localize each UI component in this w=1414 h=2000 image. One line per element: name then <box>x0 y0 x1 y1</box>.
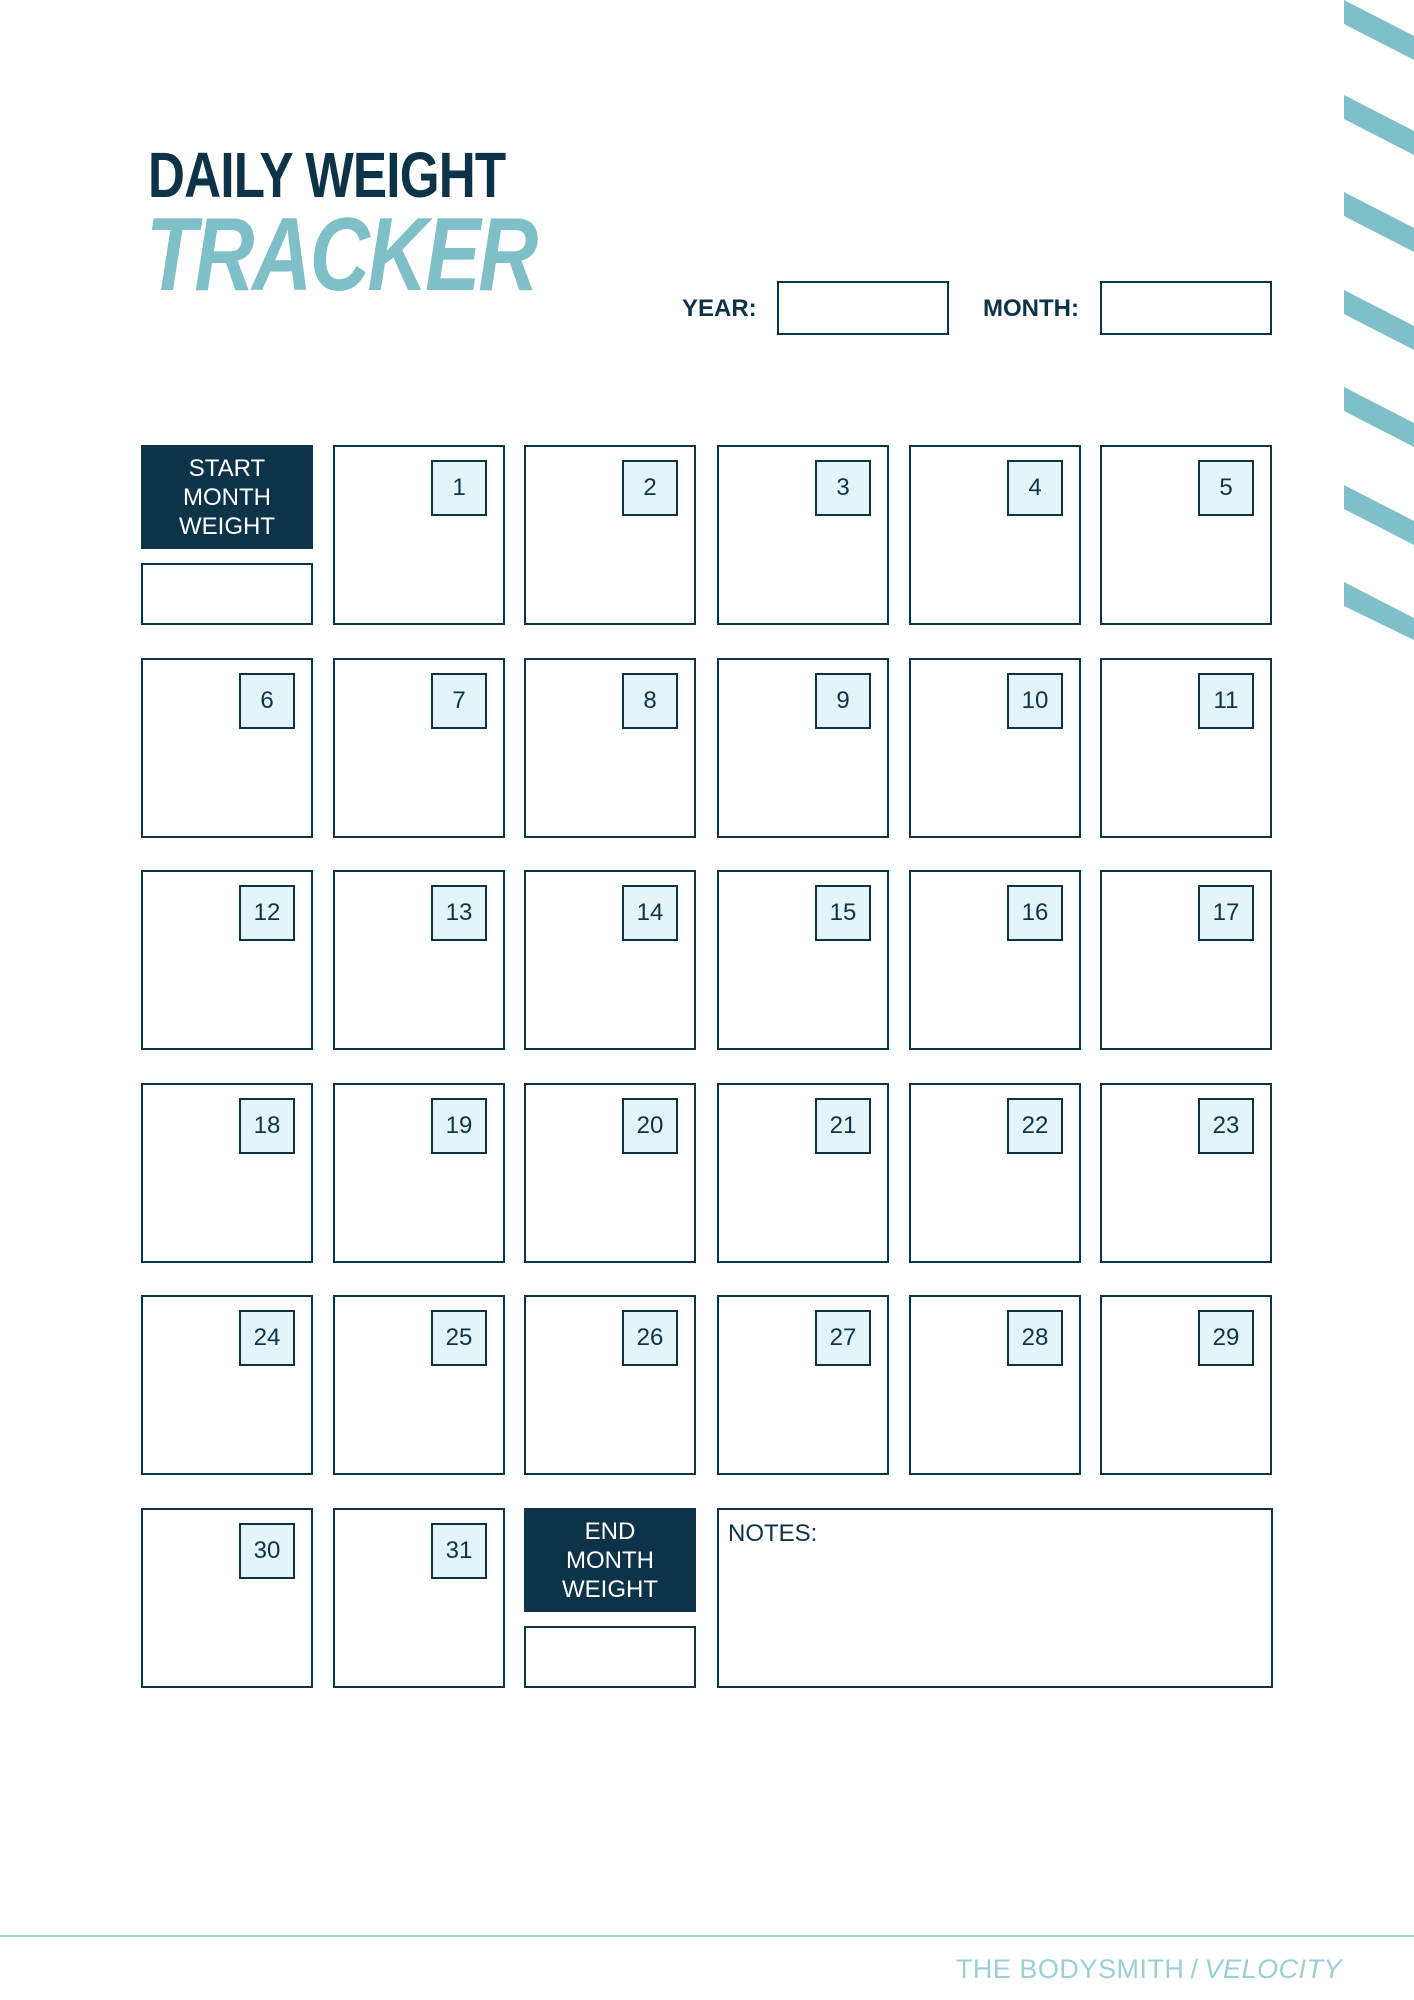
footer-separator: / <box>1190 1954 1199 1984</box>
day-cell[interactable] <box>524 658 696 838</box>
day-number: 9 <box>815 673 871 729</box>
day-number: 29 <box>1198 1310 1254 1366</box>
day-number: 27 <box>815 1310 871 1366</box>
day-number: 6 <box>239 673 295 729</box>
day-cell[interactable] <box>333 870 505 1050</box>
day-number: 15 <box>815 885 871 941</box>
day-cell[interactable] <box>333 658 505 838</box>
day-cell[interactable] <box>333 1508 505 1688</box>
day-number: 18 <box>239 1098 295 1154</box>
day-cell[interactable] <box>524 1295 696 1475</box>
end-month-weight-field[interactable] <box>524 1626 696 1688</box>
day-number: 13 <box>431 885 487 941</box>
day-cell[interactable] <box>1100 445 1272 625</box>
year-field[interactable] <box>777 281 949 335</box>
day-number: 8 <box>622 673 678 729</box>
footer-brand <box>956 1954 1342 1985</box>
day-number: 23 <box>1198 1098 1254 1154</box>
day-cell[interactable] <box>524 870 696 1050</box>
day-cell[interactable] <box>909 658 1081 838</box>
month-label: MONTH: <box>983 295 1079 322</box>
day-cell[interactable] <box>717 1083 889 1263</box>
day-number: 10 <box>1007 673 1063 729</box>
day-cell[interactable] <box>909 870 1081 1050</box>
day-number: 30 <box>239 1523 295 1579</box>
day-cell[interactable] <box>909 445 1081 625</box>
day-number: 12 <box>239 885 295 941</box>
day-cell[interactable] <box>524 1083 696 1263</box>
day-number: 17 <box>1198 885 1254 941</box>
day-number: 11 <box>1198 673 1254 729</box>
title-daily-weight: DAILY WEIGHT <box>148 139 506 211</box>
day-number: 5 <box>1198 460 1254 516</box>
day-number: 22 <box>1007 1098 1063 1154</box>
start-month-weight-label: START MONTH WEIGHT <box>141 445 313 549</box>
notes-box[interactable] <box>717 1508 1273 1688</box>
day-number: 26 <box>622 1310 678 1366</box>
day-cell[interactable] <box>333 1295 505 1475</box>
day-number: 21 <box>815 1098 871 1154</box>
footer-brand-body: THE BODY <box>955 1954 1098 1984</box>
day-number: 31 <box>431 1523 487 1579</box>
footer-divider <box>0 1935 1414 1937</box>
day-number: 25 <box>431 1310 487 1366</box>
year-label: YEAR: <box>682 295 757 322</box>
day-cell[interactable] <box>717 445 889 625</box>
day-cell[interactable] <box>141 1295 313 1475</box>
decorative-stripes <box>1340 0 1414 640</box>
day-number: 1 <box>431 460 487 516</box>
day-cell[interactable] <box>333 445 505 625</box>
day-cell[interactable] <box>524 445 696 625</box>
day-cell[interactable] <box>141 658 313 838</box>
day-number: 24 <box>239 1310 295 1366</box>
day-number: 14 <box>622 885 678 941</box>
day-cell[interactable] <box>909 1083 1081 1263</box>
day-cell[interactable] <box>141 1083 313 1263</box>
notes-label: NOTES: <box>728 1520 818 1547</box>
day-number: 16 <box>1007 885 1063 941</box>
day-cell[interactable] <box>1100 1083 1272 1263</box>
day-number: 7 <box>431 673 487 729</box>
day-cell[interactable] <box>909 1295 1081 1475</box>
day-cell[interactable] <box>717 658 889 838</box>
day-number: 4 <box>1007 460 1063 516</box>
footer-brand-velocity: VELOCITY <box>1204 1954 1342 1984</box>
month-field[interactable] <box>1100 281 1272 335</box>
title-tracker: TRACKER <box>146 197 536 313</box>
day-number: 3 <box>815 460 871 516</box>
day-cell[interactable] <box>141 870 313 1050</box>
day-number: 28 <box>1007 1310 1063 1366</box>
day-number: 20 <box>622 1098 678 1154</box>
end-month-weight-label: END MONTH WEIGHT <box>524 1508 696 1612</box>
day-cell[interactable] <box>333 1083 505 1263</box>
day-cell[interactable] <box>1100 870 1272 1050</box>
day-cell[interactable] <box>717 870 889 1050</box>
day-number: 19 <box>431 1098 487 1154</box>
day-cell[interactable] <box>141 1508 313 1688</box>
day-cell[interactable] <box>1100 1295 1272 1475</box>
day-number: 2 <box>622 460 678 516</box>
start-month-weight-field[interactable] <box>141 563 313 625</box>
day-cell[interactable] <box>717 1295 889 1475</box>
footer-brand-smith: SMITH <box>1097 1954 1185 1984</box>
day-cell[interactable] <box>1100 658 1272 838</box>
